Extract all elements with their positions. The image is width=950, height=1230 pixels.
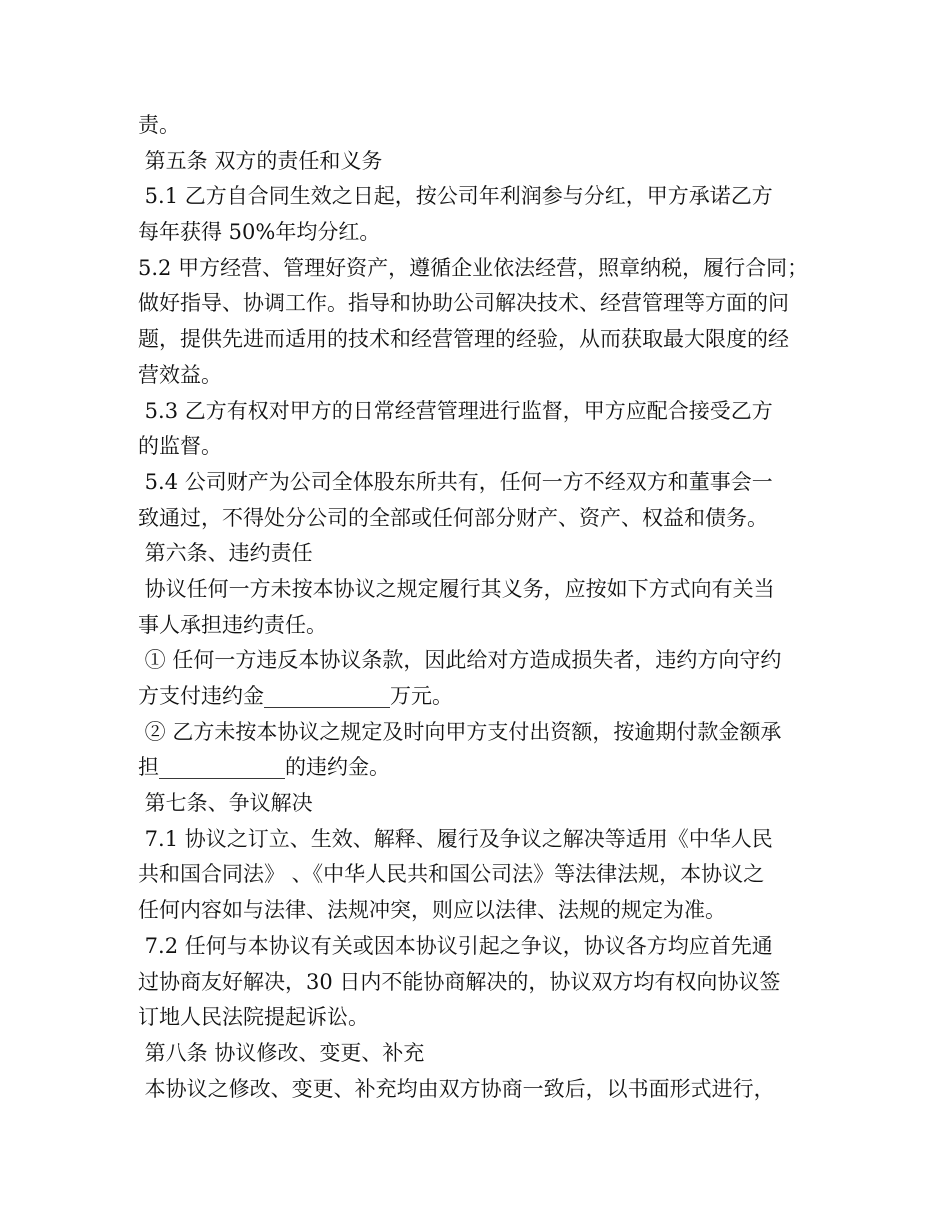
text-line: 事人承担违约责任。 bbox=[138, 612, 327, 637]
text-line: 5.1 乙方自合同生效之日起，按公司年利润参与分红，甲方承诺乙方 bbox=[138, 184, 773, 209]
text-line: 的监督。 bbox=[138, 434, 222, 459]
text-line: 营效益。 bbox=[138, 362, 222, 387]
article-heading: 第六条、违约责任 bbox=[138, 541, 313, 566]
document-body bbox=[138, 108, 818, 1107]
text-line: 本协议之修改、变更、补充均由双方协商一致后，以书面形式进行， bbox=[138, 1076, 775, 1101]
text-line: 5.4 公司财产为公司全体股东所共有，任何一方不经双方和董事会一 bbox=[138, 469, 773, 494]
text-line: 订地人民法院提起诉讼。 bbox=[138, 1005, 369, 1030]
text-line: 7.2 任何与本协议有关或因本协议引起之争议，协议各方均应首先通 bbox=[138, 933, 773, 958]
text-line: ① 任何一方违反本协议条款，因此给对方造成损失者，违约方向守约 bbox=[138, 648, 782, 673]
text-line: 协议任何一方未按本协议之规定履行其义务，应按如下方式向有关当 bbox=[138, 576, 775, 601]
text-line: 7.1 协议之订立、生效、解释、履行及争议之解决等适用《中华人民 bbox=[138, 826, 773, 851]
text-line: 担____________的违约金。 bbox=[138, 755, 390, 780]
article-heading: 第五条 双方的责任和义务 bbox=[138, 148, 383, 173]
article-heading: 第七条、争议解决 bbox=[138, 791, 313, 816]
text-line: 5.3 乙方有权对甲方的日常经营管理进行监督，甲方应配合接受乙方 bbox=[138, 398, 773, 423]
text-line: 责。 bbox=[138, 113, 180, 137]
text-line: 过协商友好解决，30 日内不能协商解决的，协议双方均有权向协议签 bbox=[138, 969, 781, 994]
text-line: 致通过，不得处分公司的全部或任何部分财产、资产、权益和债务。 bbox=[138, 505, 768, 530]
text-line: 做好指导、协调工作。指导和协助公司解决技术、经营管理等方面的问 bbox=[138, 291, 789, 316]
text-line: 方支付违约金____________万元。 bbox=[138, 684, 453, 708]
text-line: 5.2 甲方经营、管理好资产，遵循企业依法经营，照章纳税，履行合同； bbox=[138, 255, 809, 280]
text-line: 题，提供先进而适用的技术和经营管理的经验，从而获取最大限度的经 bbox=[138, 327, 789, 352]
text-line: 每年获得 50%年均分红。 bbox=[138, 220, 381, 245]
text-line: ② 乙方未按本协议之规定及时向甲方支付出资额，按逾期付款金额承 bbox=[138, 719, 782, 744]
article-heading: 第八条 协议修改、变更、补充 bbox=[138, 1040, 425, 1065]
text-line: 任何内容如与法律、法规冲突，则应以法律、法规的规定为准。 bbox=[138, 898, 726, 923]
text-line: 共和国合同法》 、《中华人民共和国公司法》等法律法规，本协议之 bbox=[138, 862, 765, 887]
